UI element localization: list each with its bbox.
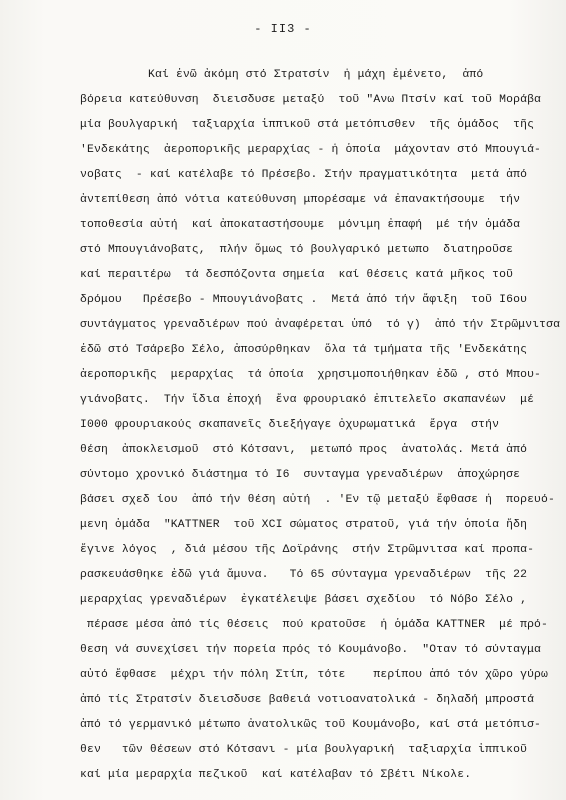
text-line: Καί ἐνῶ ἀκόμη στό Στρατσίν ἡ μάχη ἐμένετο, ἀπό bbox=[148, 69, 484, 81]
text-line: ἔγινε λόγος , διά μέσου τῆς Δοϊράνης στήν Στρῶμνιτσα καί προπα- bbox=[80, 544, 535, 556]
text-line: μεραρχίας γρεναδιέρων ἐγκατέλειψε βάσει σχεδίου τό Νόβο Σέλο , bbox=[80, 594, 528, 606]
text-line: τοποθεσία αὐτή καί ἀποκαταστήσουμε μόνιμη ἐπαφή μέ τήν ὁμάδα bbox=[80, 219, 521, 231]
text-line: ἀεροπορικῆς μεραρχίας τά ὁποία χρησιμοποιήθηκαν ἐδῶ , στό Μπου- bbox=[80, 369, 542, 381]
text-line: ἀντεπίθεση ἀπό νότια κατεύθυνση μπορέσαμε νά ἐπανακτήσουμε τήν bbox=[80, 194, 521, 206]
text-line: βάσει σχεδ ίου ἀπό τήν θέση αὐτή . 'Εν τῷ μεταξύ ἔφθασε ἡ πορευό- bbox=[80, 494, 556, 506]
text-line: μία βουλγαρική ταξιαρχία ἱππικοῦ στά μετόπισθεν τῆς ὁμάδος τῆς bbox=[80, 119, 535, 131]
page-number: - II3 - bbox=[254, 22, 312, 36]
text-line: θεν τῶν θέσεων στό Κότσανι - μία βουλγαρική ταξιαρχία ἱππικοῦ bbox=[80, 744, 528, 756]
text-line: συντάγματος γρεναδιέρων πού ἀναφέρεται ὑπό τό γ) ἀπό τήν Στρῶμνιτσα bbox=[80, 319, 561, 331]
text-line: ἀπό τό γερμανικό μέτωπο ἀνατολικῶς τοῦ Κουμάνοβο, καί στά μετόπισ- bbox=[80, 719, 542, 731]
text-line: μενη ὁμάδα "KATTNER τοῦ XCI σώματος στρατοῦ, γιά τήν ὁποία ἤδη bbox=[80, 519, 528, 531]
text-line: καί μία μεραρχία πεζικοῦ καί κατέλαβαν τό Σβέτι Νίκολε. bbox=[80, 769, 472, 781]
text-line: θεση νά συνεχίσει τήν πορεία πρός τό Κουμάνοβο. "Οταν τό σύνταγμα bbox=[80, 644, 542, 656]
text-line: θέση ἀποκλεισμοῦ στό Κότσανι, μετωπό προς ἀνατολάς. Μετά ἀπό bbox=[80, 444, 528, 456]
text-line: σύντομο χρονικό διάστημα τό I6 συνταγμα γρεναδιέρων ἀποχώρησε bbox=[80, 469, 521, 481]
text-line: στό Μπουγιάνοβατς, πλήν ὅμως τό βουλγαρικό μετωπο διατηροῦσε bbox=[80, 244, 514, 256]
text-line: ρασκευάσθηκε ἐδῶ γιά ἄμυνα. Τό 65 σύνταγμα γρεναδιέρων τῆς 22 bbox=[80, 569, 528, 581]
text-line: πέρασε μέσα ἀπό τίς θέσεις πού κρατοῦσε ἡ ὁμάδα KATTNER μέ πρό- bbox=[80, 619, 549, 631]
text-line: 'Ενδεκάτης ἀεροπορικῆς μεραρχίας - ἡ ὁποία μάχονταν στό Μπουγιά- bbox=[80, 144, 542, 156]
text-line: γιάνοβατς. Τήν ἴδια ἐποχή ἕνα φρουριακό ἐπιτελεῖο σκαπανέων μέ bbox=[80, 394, 535, 406]
text-line: βόρεια κατεύθυνση διεισδυσε μεταξύ τοῦ "Ανω Πτσίν καί τοῦ Μοράβα bbox=[80, 94, 542, 106]
text-line: καί περαιτέρω τά δεσπόζοντα σημεία καί θέσεις κατά μῆκος τοῦ bbox=[80, 269, 514, 281]
text-line: ἀπό τίς Στρατσίν διεισδυσε βαθειά νοτιοανατολικά - δηλαδή μπροστά bbox=[80, 694, 535, 706]
text-line: δρόμου Πρέσεβο - Μπουγιάνοβατς . Μετά ἀπό τήν ἄφιξη τοῦ I6ου bbox=[80, 294, 528, 306]
text-line: ἐδῶ στό Τσάρεβο Σέλο, ἀποσύρθηκαν ὅλα τά τμήματα τῆς 'Ενδεκάτης bbox=[80, 344, 528, 356]
text-line: νοβατς - καί κατέλαβε τό Πρέσεβο. Στήν πραγματικότητα μετά ἀπό bbox=[80, 169, 528, 181]
text-line: αὐτό ἔφθασε μέχρι τήν πόλη Στίπ, τότε περίπου ἀπό τόν χῶρο γύρω bbox=[80, 669, 549, 681]
text-line: I000 φρουριακούς σκαπανεῖς διεξήγαγε ὀχυρωματικά ἔργα στήν bbox=[80, 419, 500, 431]
